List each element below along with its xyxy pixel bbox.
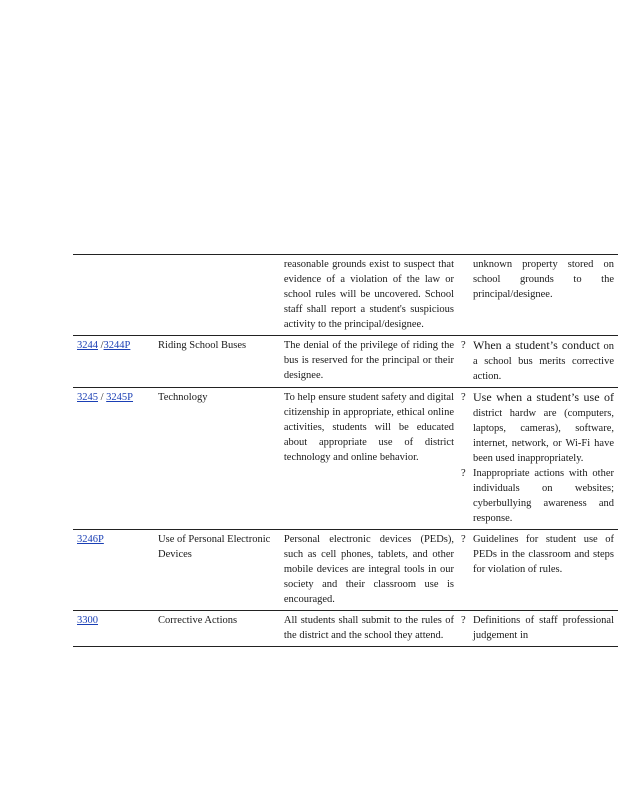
policy-notes bbox=[458, 530, 618, 611]
policy-link[interactable]: 3246P bbox=[77, 534, 104, 545]
policy-description: Personal electronic devices (PEDs), such as cell phones, tablets, and other mobile devices are integral tools in our society and their classroom use is encouraged. bbox=[283, 534, 454, 605]
policy-link[interactable]: 3244 bbox=[77, 340, 98, 351]
table-row bbox=[73, 336, 618, 388]
procedure-link[interactable]: 3244P bbox=[103, 340, 131, 351]
note-item bbox=[461, 338, 614, 384]
table-row bbox=[73, 388, 618, 530]
note-lead: Use when a student’s use of bbox=[473, 390, 614, 404]
policy-notes bbox=[458, 388, 618, 530]
note-text: unknown property stored on school grounds to the principal/designee. bbox=[473, 259, 614, 300]
table-row bbox=[73, 255, 618, 336]
policy-description: reasonable grounds exist to suspect that evidence of a violation of the law or school rules will be uncovered. School staff shall report a student's suspicious activity to the principal/designee. bbox=[283, 259, 454, 330]
policy-number-cell bbox=[73, 336, 154, 388]
policy-title: Corrective Actions bbox=[158, 615, 238, 626]
note-item bbox=[461, 390, 614, 466]
policy-number-cell bbox=[73, 255, 154, 336]
policy-notes bbox=[458, 336, 618, 388]
note-text: on a school bus merits corrective action. bbox=[473, 341, 614, 382]
bullet-icon: ? bbox=[461, 615, 466, 626]
policy-link[interactable]: 3300 bbox=[77, 615, 98, 626]
policy-title bbox=[154, 255, 280, 336]
policy-number-cell bbox=[73, 530, 154, 611]
table-row bbox=[73, 530, 618, 611]
bullet-icon: ? bbox=[461, 392, 466, 403]
note-text: Inappropriate actions with other individuals on websites; cyberbullying awareness and response. bbox=[473, 468, 614, 524]
policy-description: All students shall submit to the rules of the district and the school they attend. bbox=[283, 615, 454, 641]
policy-title: Technology bbox=[158, 392, 208, 403]
policy-separator: / bbox=[98, 392, 107, 403]
table-row bbox=[73, 611, 618, 647]
bullet-icon: ? bbox=[461, 340, 466, 351]
note-item bbox=[461, 466, 614, 526]
procedure-link[interactable]: 3245P bbox=[106, 392, 134, 403]
note-text: Definitions of staff professional judgement in bbox=[473, 615, 614, 641]
note-item bbox=[464, 257, 614, 302]
policy-title: Use of Personal Electronic Devices bbox=[158, 534, 271, 560]
policy-description: To help ensure student safety and digital citizenship in appropriate, ethical online activities, students will be educated about appropriate use of district technology and online behavior. bbox=[283, 392, 454, 463]
policy-table bbox=[73, 254, 618, 647]
note-lead: When a student’s conduct bbox=[473, 338, 600, 352]
bullet-icon: ? bbox=[461, 534, 466, 545]
note-item bbox=[461, 532, 614, 577]
bullet-icon: ? bbox=[461, 468, 466, 479]
policy-notes bbox=[458, 611, 618, 647]
policy-description: The denial of the privilege of riding the bus is reserved for the principal or their designee. bbox=[283, 340, 454, 381]
note-text: Guidelines for student use of PEDs in the classroom and steps for violation of rules. bbox=[473, 534, 614, 575]
note-item bbox=[461, 613, 614, 643]
policy-number-cell bbox=[73, 388, 154, 530]
policy-link[interactable]: 3245 bbox=[77, 392, 98, 403]
policy-separator: / bbox=[98, 340, 104, 351]
policy-title: Riding School Buses bbox=[158, 340, 247, 351]
policy-number-cell bbox=[73, 611, 154, 647]
policy-notes bbox=[458, 255, 618, 336]
note-text: district hardw are (computers, laptops, cameras), software, internet, network, or Wi-Fi have been used inappropriately. bbox=[473, 408, 614, 464]
